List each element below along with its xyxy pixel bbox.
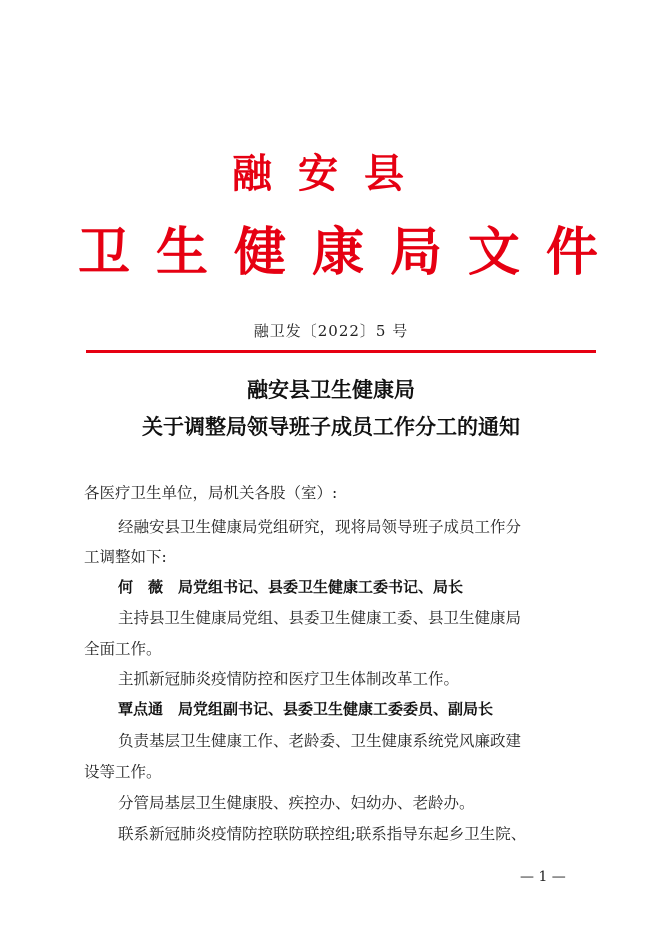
- duty-paragraph-line: 主抓新冠肺炎疫情防控和医疗卫生体制改革工作。: [118, 670, 460, 688]
- masthead-char: 健: [233, 223, 286, 283]
- leader-heading-he-wei: 何 薇 局党组书记、县委卫生健康工委书记、局长: [118, 578, 464, 596]
- masthead-char: 康: [311, 223, 364, 283]
- masthead-char: 局: [389, 223, 442, 283]
- page-number: — 1 —: [520, 869, 566, 885]
- notice-title-line2: 关于调整局领导班子成员工作分工的通知: [142, 414, 520, 439]
- duty-paragraph-line: 主持县卫生健康局党组、县委卫生健康工委、县卫生健康局: [118, 609, 522, 627]
- masthead-char: 件: [545, 223, 598, 283]
- document-number: 融卫发〔2022〕5 号: [253, 322, 409, 340]
- duty-paragraph-line: 联系新冠肺炎疫情防控联防联控组;联系指导东起乡卫生院、: [118, 825, 527, 843]
- intro-paragraph-line: 经融安县卫生健康局党组研究，现将局领导班子成员工作分: [118, 518, 522, 536]
- masthead-bureau-title: [78, 210, 598, 285]
- masthead-char: 生: [155, 223, 208, 283]
- intro-paragraph-line: 工调整如下:: [84, 548, 167, 566]
- salutation: 各医疗卫生单位，局机关各股（室）:: [84, 484, 338, 502]
- masthead-county: 融安县: [232, 151, 430, 197]
- masthead-char: 文: [467, 223, 520, 283]
- duty-paragraph-line: 全面工作。: [84, 640, 162, 658]
- duty-paragraph-line: 负责基层卫生健康工作、老龄委、卫生健康系统党风廉政建: [118, 732, 522, 750]
- leader-heading-qin-diantong: 覃点通 局党组副书记、县委卫生健康工委委员、副局长: [118, 700, 494, 718]
- red-divider-rule: [86, 350, 596, 353]
- duty-paragraph-line: 分管局基层卫生健康股、疾控办、妇幼办、老龄办。: [118, 794, 475, 812]
- duty-paragraph-line: 设等工作。: [84, 763, 162, 781]
- notice-title-line1: 融安县卫生健康局: [247, 377, 415, 402]
- masthead-char: 卫: [78, 223, 131, 283]
